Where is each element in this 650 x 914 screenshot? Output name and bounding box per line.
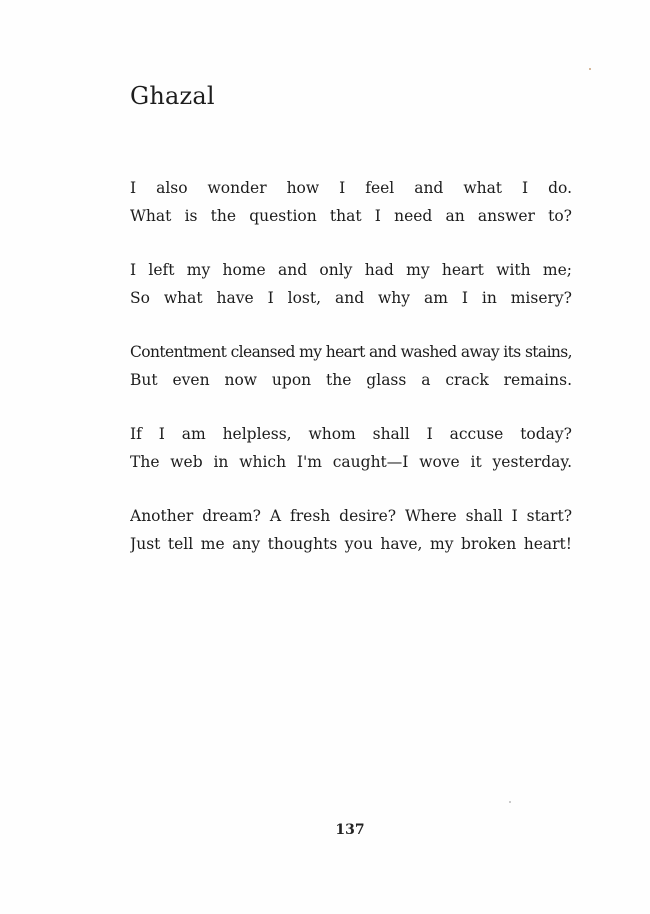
paper-speck — [589, 68, 591, 70]
couplet-3 — [130, 338, 572, 394]
poem-line: The web in which I'm caught—I wove it yesterday. — [130, 453, 572, 471]
poem-line: So what have I lost, and why am I in misery? — [130, 289, 572, 307]
poem-line: But even now upon the glass a crack remains. — [130, 371, 572, 389]
poem-line: I also wonder how I feel and what I do. — [130, 179, 572, 197]
couplet-4 — [130, 420, 572, 476]
poem-line: What is the question that I need an answer to? — [130, 207, 572, 225]
poem-line: If I am helpless, whom shall I accuse today? — [130, 425, 572, 443]
page-number: 137 — [335, 822, 365, 838]
poem-body — [130, 174, 572, 584]
paper-speck — [509, 801, 511, 803]
poem-line: Contentment cleansed my heart and washed away its stains, — [130, 343, 572, 361]
couplet-5 — [130, 502, 572, 558]
couplet-2 — [130, 256, 572, 312]
poem-line: Just tell me any thoughts you have, my broken heart! — [130, 535, 572, 553]
poem-line: Another dream? A fresh desire? Where shall I start? — [130, 507, 572, 525]
poem-title: Ghazal — [130, 82, 215, 110]
poem-line: I left my home and only had my heart with me; — [130, 261, 572, 279]
couplet-1 — [130, 174, 572, 230]
